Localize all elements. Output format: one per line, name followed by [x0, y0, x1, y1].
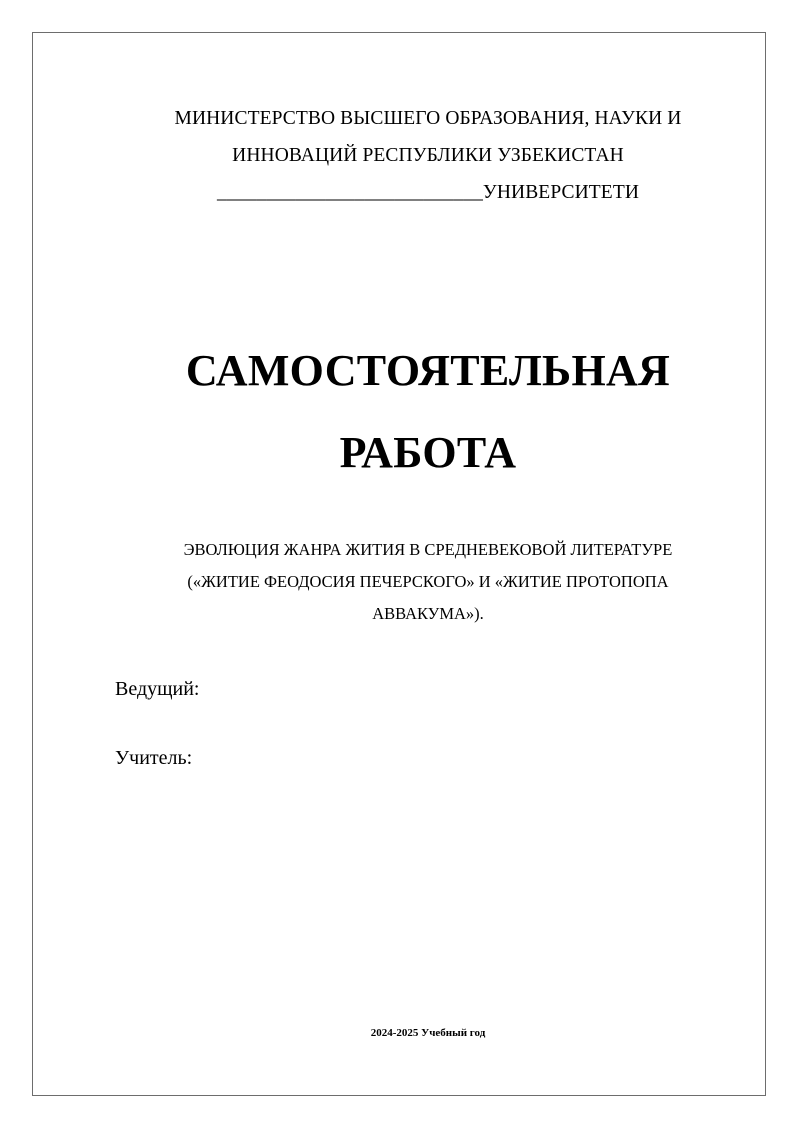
- university-line: ___________________________УНИВЕРСИТЕТИ: [216, 182, 640, 203]
- topic-line: («ЖИТИЕ ФЕОДОСИЯ ПЕЧЕРСКОГО» И «ЖИТИЕ ПРОТОПОПА: [187, 572, 669, 591]
- leader-label: Ведущий:: [115, 678, 200, 700]
- teacher-label: Учитель:: [115, 747, 193, 769]
- work-topic: [100, 534, 756, 630]
- academic-year: 2024-2025 Учебный год: [370, 1027, 486, 1039]
- work-title: [100, 330, 756, 494]
- ministry-header: [100, 100, 756, 211]
- topic-line: АВВАКУМА»).: [372, 604, 484, 623]
- ministry-line: МИНИСТЕРСТВО ВЫСШЕГО ОБРАЗОВАНИЯ, НАУКИ И: [174, 108, 682, 129]
- topic-line: ЭВОЛЮЦИЯ ЖАНРА ЖИТИЯ В СРЕДНЕВЕКОВОЙ ЛИТЕРАТУРЕ: [183, 540, 673, 559]
- ministry-line: ИННОВАЦИЙ РЕСПУБЛИКИ УЗБЕКИСТАН: [232, 145, 624, 166]
- title-line: САМОСТОЯТЕЛЬНАЯ: [185, 346, 671, 395]
- title-line: РАБОТА: [339, 428, 517, 477]
